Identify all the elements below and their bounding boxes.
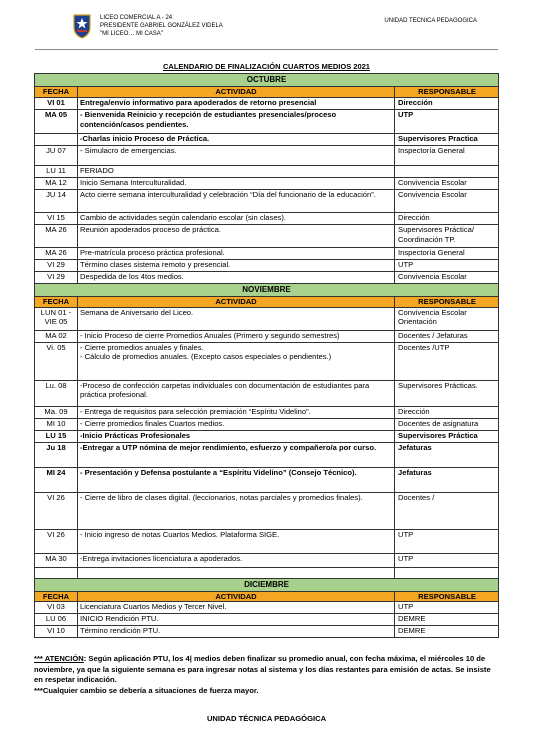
activity-cell: - Presentación y Defensa postulante a “Espíritu Videlino” (Consejo Técnico). — [78, 467, 395, 492]
notes-block — [34, 654, 500, 696]
responsible-cell — [395, 165, 499, 177]
table-row — [35, 467, 499, 492]
column-header-activity: ACTIVIDAD — [78, 296, 395, 307]
column-header-activity: ACTIVIDAD — [78, 87, 395, 98]
table-row — [35, 189, 499, 212]
table-row — [35, 165, 499, 177]
table-row — [35, 567, 499, 578]
school-motto: "MI LICEO… MI CASA" — [100, 31, 163, 37]
school-name-line: PRESIDENTE GABRIEL GONZÁLEZ VIDELA — [100, 23, 223, 29]
date-cell: VI 10 — [35, 626, 78, 638]
table-row — [35, 330, 499, 342]
date-cell: LUN 01 -VIE 05 — [35, 307, 78, 330]
activity-cell: - Cierre promedios finales Cuartos medios. — [78, 418, 395, 430]
date-cell: VI 01 — [35, 97, 78, 109]
column-header-date: FECHA — [35, 87, 78, 98]
date-cell: LU 15 — [35, 430, 78, 442]
activity-cell: Reunión apoderados proceso de práctica. — [78, 224, 395, 247]
date-cell: Ju 18 — [35, 442, 78, 467]
table-row — [35, 259, 499, 271]
school-name-block — [100, 14, 223, 38]
responsible-cell: Docentes de asignatura — [395, 418, 499, 430]
table-row — [35, 224, 499, 247]
table-row — [35, 271, 499, 283]
activity-cell: Despedida de los 4tos medios. — [78, 271, 395, 283]
table-row — [35, 342, 499, 380]
activity-cell: -Proceso de confección carpetas individuales con documentación de estudiantes para práctica profesional. — [78, 380, 395, 406]
responsible-cell: Supervisores Práctica/ Coordinación TP. — [395, 224, 499, 247]
date-cell: Vi. 05 — [35, 342, 78, 380]
date-cell: MA 05 — [35, 109, 78, 133]
month-name: OCTUBRE — [35, 74, 499, 87]
letterhead — [0, 0, 533, 48]
footer-unit-name: UNIDAD TÉCNICA PEDAGÓGICA — [206, 714, 327, 723]
document-title: CALENDARIO DE FINALIZACIÓN CUARTOS MEDIOS 2021 — [163, 62, 370, 71]
date-cell: LU 06 — [35, 614, 78, 626]
date-cell: VI 15 — [35, 212, 78, 224]
responsible-cell: UTP — [395, 529, 499, 553]
activity-cell: -Inicio Prácticas Profesionales — [78, 430, 395, 442]
activity-cell: - Inicio Proceso de cierre Promedios Anuales (Primero y segundo semestres) — [78, 330, 395, 342]
date-cell: VI 03 — [35, 602, 78, 614]
date-cell: JU 07 — [35, 145, 78, 165]
date-cell: LU 11 — [35, 165, 78, 177]
activity-cell: - Cierre promedios anuales y finales. - Cálculo de promedios anuales. (Excepto casos especiales o pendientes.) — [78, 342, 395, 380]
column-header-row — [35, 296, 499, 307]
date-cell: MA 26 — [35, 247, 78, 259]
responsible-cell: UTP — [395, 602, 499, 614]
table-row — [35, 418, 499, 430]
activity-cell: - Bienvenida Reinicio y recepción de estudiantes presenciales/proceso contención/casos pendientes. — [78, 109, 395, 133]
date-cell: MI 24 — [35, 467, 78, 492]
activity-cell: - Simulacro de emergencias. — [78, 145, 395, 165]
calendar-table — [34, 73, 499, 638]
unit-name-header: UNIDAD TECNICA PEDAGOGICA — [384, 18, 477, 24]
table-row — [35, 97, 499, 109]
date-cell: VI 26 — [35, 529, 78, 553]
table-row — [35, 602, 499, 614]
month-row — [35, 578, 499, 591]
date-cell: MA 02 — [35, 330, 78, 342]
activity-cell: Pre-matrícula proceso práctica profesional. — [78, 247, 395, 259]
attention-note — [34, 654, 500, 686]
date-cell: VI 26 — [35, 492, 78, 529]
activity-cell: Cambio de actividades según calendario escolar (sin clases). — [78, 212, 395, 224]
date-cell: VI 29 — [35, 271, 78, 283]
responsible-cell: Docentes /UTP — [395, 342, 499, 380]
table-row — [35, 614, 499, 626]
responsible-cell: Docentes / — [395, 492, 499, 529]
responsible-cell: UTP — [395, 259, 499, 271]
responsible-cell: Inspectoría General — [395, 145, 499, 165]
date-cell: MA 12 — [35, 177, 78, 189]
activity-cell: FERIADO — [78, 165, 395, 177]
school-name-line: LICEO COMERCIAL A - 24 — [100, 15, 173, 21]
date-cell: Lu. 08 — [35, 380, 78, 406]
responsible-cell: Jefaturas — [395, 467, 499, 492]
responsible-cell: UTP — [395, 553, 499, 567]
table-row — [35, 247, 499, 259]
activity-cell: Acto cierre semana interculturalidad y celebración “Día del funcionario de la educación”. — [78, 189, 395, 212]
table-row — [35, 307, 499, 330]
table-row — [35, 109, 499, 133]
month-name: NOVIEMBRE — [35, 283, 499, 296]
responsible-cell — [395, 567, 499, 578]
activity-cell — [78, 567, 395, 578]
table-row — [35, 145, 499, 165]
column-header-activity: ACTIVIDAD — [78, 591, 395, 602]
table-row — [35, 177, 499, 189]
column-header-row — [35, 87, 499, 98]
date-cell: JU 14 — [35, 189, 78, 212]
activity-cell: -Charlas inicio Proceso de Práctica. — [78, 133, 395, 145]
month-name: DICIEMBRE — [35, 578, 499, 591]
responsible-cell: Supervisores Practica — [395, 133, 499, 145]
responsible-cell: Inspectoría General — [395, 247, 499, 259]
activity-cell: INICIO Rendición PTU. — [78, 614, 395, 626]
responsible-cell: Jefaturas — [395, 442, 499, 467]
month-row — [35, 74, 499, 87]
responsible-cell: Dirección — [395, 406, 499, 418]
activity-cell: - Inicio ingreso de notas Cuartos Medios. Plataforma SIGE. — [78, 529, 395, 553]
activity-cell: Semana de Aniversario del Liceo. — [78, 307, 395, 330]
header-divider — [35, 49, 498, 50]
table-row — [35, 406, 499, 418]
table-row — [35, 553, 499, 567]
attention-text: : Según aplicación PTU, los 4| medios deben finalizar su promedio anual, con fecha máxima, el miércoles 10 de noviembre, ya que la siguiente semana es para ingresar notas al sistema y los días restantes para emisión de actas. Se insiste en respetar indicación. — [34, 654, 491, 685]
table-row — [35, 212, 499, 224]
column-header-responsible: RESPONSABLE — [395, 296, 499, 307]
column-header-responsible: RESPONSABLE — [395, 591, 499, 602]
column-header-date: FECHA — [35, 296, 78, 307]
date-cell — [35, 567, 78, 578]
date-cell: MI 10 — [35, 418, 78, 430]
attention-label: *** ATENCIÓN — [34, 654, 84, 663]
force-majeure-note: ***Cualquier cambio se debería a situaciones de fuerza mayor. — [34, 685, 259, 695]
responsible-cell: Dirección — [395, 97, 499, 109]
activity-cell: - Cierre de libro de clases digital. (leccionarios, notas parciales y promedios finales). — [78, 492, 395, 529]
date-cell: MA 26 — [35, 224, 78, 247]
responsible-cell: Supervisores Prácticas. — [395, 380, 499, 406]
responsible-cell: Convivencia Escolar — [395, 177, 499, 189]
date-cell: MA 30 — [35, 553, 78, 567]
column-header-responsible: RESPONSABLE — [395, 87, 499, 98]
table-row — [35, 529, 499, 553]
date-cell: VI 29 — [35, 259, 78, 271]
activity-cell: Inicio Semana Interculturalidad. — [78, 177, 395, 189]
month-row — [35, 283, 499, 296]
activity-cell: Término clases sistema remoto y presencial. — [78, 259, 395, 271]
activity-cell: Término rendición PTU. — [78, 626, 395, 638]
responsible-cell: DEMRE — [395, 626, 499, 638]
table-row — [35, 442, 499, 467]
activity-cell: - Entrega de requisitos para selección premiación “Espíritu Videlino”. — [78, 406, 395, 418]
responsible-cell: Supervisores Práctica — [395, 430, 499, 442]
date-cell: Ma. 09 — [35, 406, 78, 418]
table-row — [35, 492, 499, 529]
activity-cell: -Entrega invitaciones licenciatura a apoderados. — [78, 553, 395, 567]
responsible-cell: Convivencia Escolar Orientación — [395, 307, 499, 330]
responsible-cell: UTP — [395, 109, 499, 133]
school-crest-logo — [72, 13, 92, 39]
column-header-date: FECHA — [35, 591, 78, 602]
table-row — [35, 133, 499, 145]
table-row — [35, 380, 499, 406]
column-header-row — [35, 591, 499, 602]
responsible-cell: Convivencia Escolar — [395, 271, 499, 283]
responsible-cell: DEMRE — [395, 614, 499, 626]
responsible-cell: Docentes / Jefaturas — [395, 330, 499, 342]
table-row — [35, 626, 499, 638]
activity-cell: -Entregar a UTP nómina de mejor rendimiento, esfuerzo y compañero/a por curso. — [78, 442, 395, 467]
date-cell — [35, 133, 78, 145]
table-row — [35, 430, 499, 442]
activity-cell: Licenciatura Cuartos Medios y Tercer Nivel. — [78, 602, 395, 614]
responsible-cell: Dirección — [395, 212, 499, 224]
responsible-cell: Convivencia Escolar — [395, 189, 499, 212]
activity-cell: Entrega/envío informativo para apoderados de retorno presencial — [78, 97, 395, 109]
